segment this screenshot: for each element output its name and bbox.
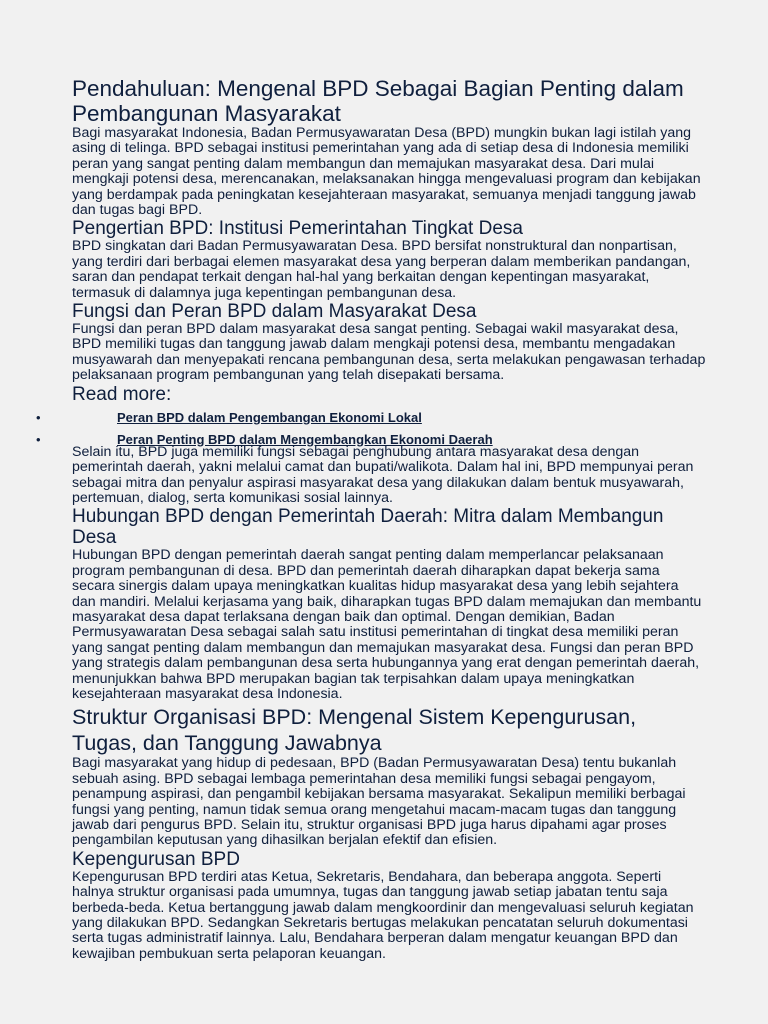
paragraph-struktur: Bagi masyarakat yang hidup di pedesaan, BPD (Badan Permusyawaratan Desa) tentu bukanlah sebuah asing. BPD sebagai lembaga pemerintahan desa memiliki fungsi sebagai pengayom, penampung aspirasi, dan pengambil kebijakan bersama masyarakat. Sekalipun memiliki berbagai fungsi yang penting, namun tidak semua orang mengetahui macam-macam tugas dan tanggung jawab dari pengurus BPD. Selain itu, struktur organisasi BPD juga harus dipahami agar proses pengambilan keputusan yang dihasilkan berjalan efektif dan efisien. xyxy=(72,755,686,849)
list-item xyxy=(36,407,706,429)
paragraph-kepengurusan: Kepengurusan BPD terdiri atas Ketua, Sekretaris, Bendahara, dan beberapa anggota. Seperti halnya struktur organisasi pada umumnya, tugas dan tanggung jawab setiap jabatan tentu saja berbeda-beda. Ketua bertanggung jawab dalam mengkoordinir dan mengevaluasi seluruh kegiatan yang dilakukan BPD. Sedangkan Sekretaris bertugas melakukan pencatatan seluruh dokumentasi serta tugas administratif lainnya. Lalu, Bendahara berperan dalam mengatur keuangan BPD dan kewajiban pembukuan serta pelaporan keuangan. xyxy=(72,868,694,962)
read-more-link-1[interactable]: Peran BPD dalam Pengembangan Ekonomi Lokal xyxy=(117,409,422,425)
heading-struktur: Struktur Organisasi BPD: Mengenal Sistem Kepengurusan, Tugas, dan Tanggung Jawabnya xyxy=(72,705,637,756)
heading-pengertian: Pengertian BPD: Institusi Pemerintahan Tingkat Desa xyxy=(72,218,523,240)
bullet-icon: • xyxy=(36,431,41,447)
paragraph-hubungan: Hubungan BPD dengan pemerintah daerah sangat penting dalam memperlancar pelaksanaan program pembangunan di desa. BPD dan pemerintah daerah diharapkan dapat bekerja sama secara sinergis dalam upaya meningkatkan kualitas hidup masyarakat desa yang lebih sejahtera dan mandiri. Melalui kerjasama yang baik, diharapkan tugas BPD dalam memajukan dan membantu masyarakat desa dapat terlaksana dengan baik dan optimal. Dengan demikian, Badan Permusyawaratan Desa sebagai salah satu institusi pemerintahan di tingkat desa memiliki peran yang sangat penting dalam membangun dan memajukan masyarakat desa. Fungsi dan peran BPD yang strategis dalam pembangunan desa serta hubungannya yang erat dengan pemerintah daerah, menunjukkan bahwa BPD merupakan bagian tak terpisahkan dalam upaya meningkatkan kesejahteraan masyarakat desa Indonesia. xyxy=(72,547,702,702)
heading-hubungan: Hubungan BPD dengan Pemerintah Daerah: Mitra dalam Membangun Desa xyxy=(72,506,664,549)
list-item xyxy=(36,429,706,451)
read-more-list xyxy=(36,407,706,451)
heading-kepengurusan: Kepengurusan BPD xyxy=(72,848,240,870)
bullet-icon: • xyxy=(36,409,41,425)
heading-fungsi: Fungsi dan Peran BPD dalam Masyarakat Desa xyxy=(72,301,477,323)
read-more-link-2[interactable]: Peran Penting BPD dalam Mengembangkan Ekonomi Daerah xyxy=(117,431,493,447)
intro-paragraph: Bagi masyarakat Indonesia, Badan Permusyawaratan Desa (BPD) mungkin bukan lagi istilah yang asing di telinga. BPD sebagai institusi pemerintahan yang ada di setiap desa di Indonesia memiliki peran yang sangat penting dalam membangun dan memajukan masyarakat desa. Dari mulai mengkaji potensi desa, merencanakan, melaksanakan hingga mengevaluasi program dan kebijakan yang berdampak pada peningkatan kesejahteraan masyarakat, semuanya menjadi tanggung jawab dan tugas bagi BPD. xyxy=(72,125,701,219)
read-more-heading: Read more: xyxy=(72,383,172,405)
paragraph-fungsi: Fungsi dan peran BPD dalam masyarakat desa sangat penting. Sebagai wakil masyarakat desa, BPD memiliki tugas dan tanggung jawab dalam mengkaji potensi desa, membantu mengadakan musyawarah dan menyepakati rencana pembangunan desa, serta melakukan pengawasan terhadap pelaksanaan program pembangunan yang telah disepakati bersama. xyxy=(72,321,706,384)
page-title: Pendahuluan: Mengenal BPD Sebagai Bagian Penting dalam Pembangunan Masyarakat xyxy=(72,76,684,126)
paragraph-pengertian: BPD singkatan dari Badan Permusyawaratan Desa. BPD bersifat nonstruktural dan nonpartisan, yang terdiri dari berbagai elemen masyarakat desa yang berperan dalam memberikan pandangan, saran dan pendapat terkait dengan hal-hal yang berkaitan dengan kepentingan masyarakat, termasuk di dalamnya juga kepentingan pembangunan desa. xyxy=(72,238,691,301)
paragraph-selain: Selain itu, BPD juga memiliki fungsi sebagai penghubung antara masyarakat desa dengan pemerintah daerah, yakni melalui camat dan bupati/walikota. Dalam hal ini, BPD mempunyai peran sebagai mitra dan penyalur aspirasi masyarakat desa yang dilakukan dalam bentuk musyawarah, pertemuan, dialog, serta komunikasi sosial lainnya. xyxy=(72,443,694,506)
